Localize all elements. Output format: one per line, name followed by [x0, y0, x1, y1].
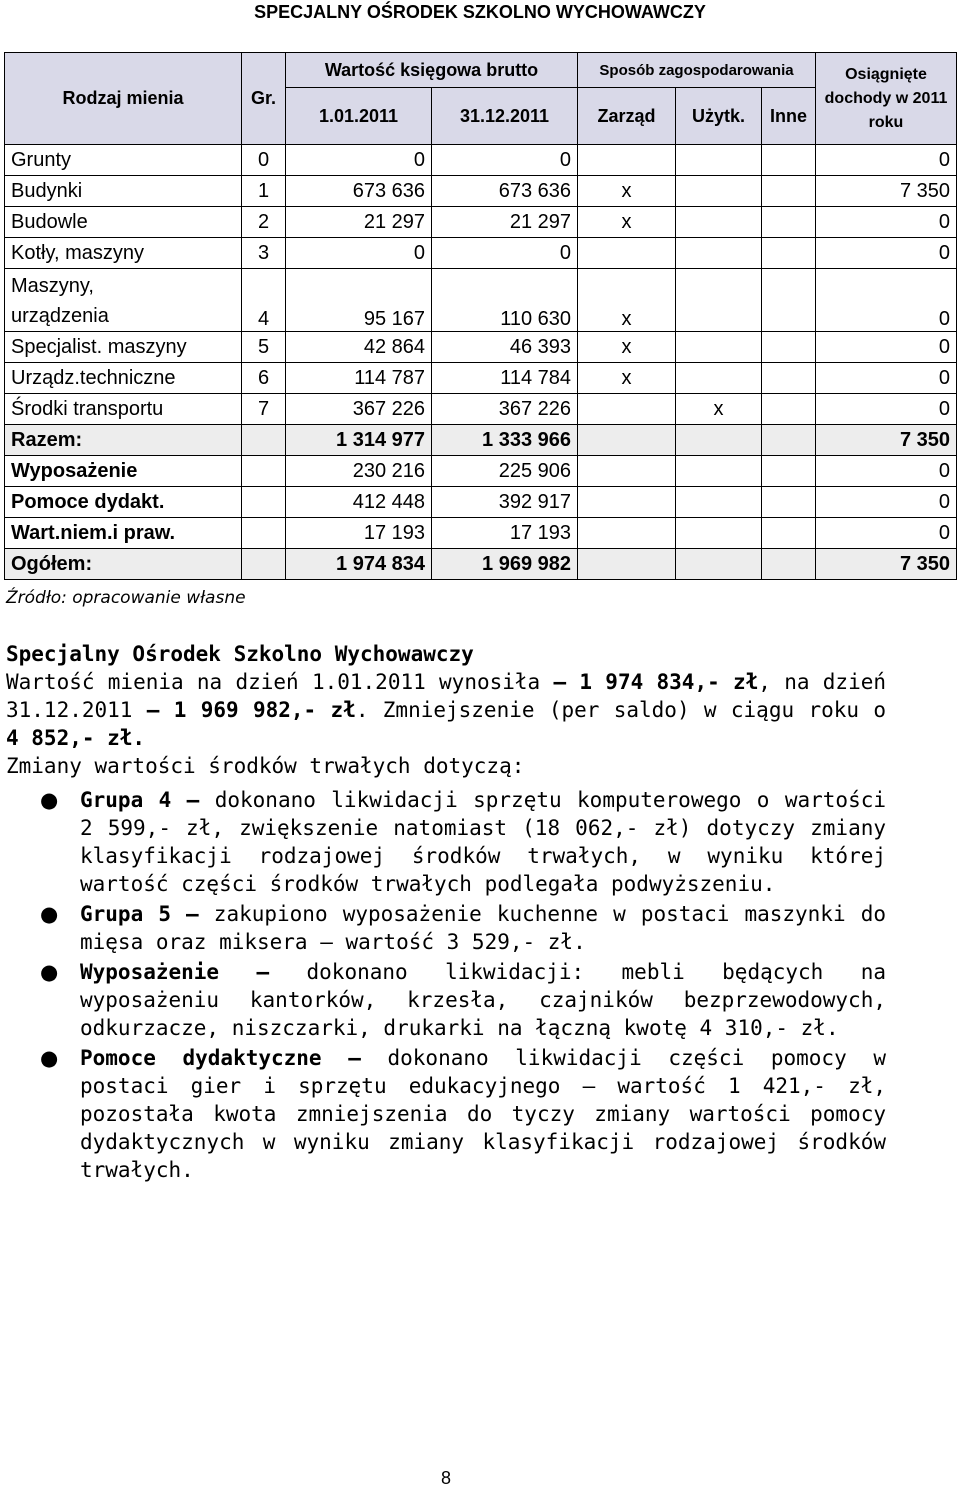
row-value-start: 1 974 834: [286, 549, 432, 580]
header-dochody: Osiągnięte dochody w 2011 roku: [816, 53, 957, 145]
row-value-start: 21 297: [286, 207, 432, 238]
row-value-end: 1 333 966: [432, 425, 578, 456]
row-name: Kotły, maszyny: [5, 238, 242, 269]
bullet-text: dokonano likwidacji: mebli będących na wyposażeniu kantorków, krzesła, czajników bezprzewodowych, odkurzacze, niszczarki, drukarki na łączną kwotę 4 310,- zł.: [80, 960, 886, 1040]
row-uzytk: [676, 269, 762, 332]
header-gr: Gr.: [242, 53, 286, 145]
row-name: [5, 269, 242, 332]
row-zarzad: [578, 456, 676, 487]
row-income: 0: [816, 269, 957, 332]
summary-part: , na dzień 31.12.2011: [6, 670, 886, 722]
row-name: Razem:: [5, 425, 242, 456]
row-value-end: 392 917: [432, 487, 578, 518]
table-row: [5, 145, 957, 176]
row-income: 0: [816, 487, 957, 518]
table-row: [5, 238, 957, 269]
row-income: 0: [816, 238, 957, 269]
row-value-start: 95 167: [286, 269, 432, 332]
bullet-text: zakupiono wyposażenie kuchenne w postaci maszynki do mięsa oraz miksera – wartość 3 529,- zł.: [80, 902, 886, 954]
row-income: 0: [816, 332, 957, 363]
row-uzytk: [676, 425, 762, 456]
row-uzytk: [676, 518, 762, 549]
row-group: [242, 518, 286, 549]
paragraph-changes: Zmiany wartości środków trwałych dotyczą:: [6, 754, 525, 778]
row-value-end: 367 226: [432, 394, 578, 425]
row-income: 0: [816, 363, 957, 394]
bullet-icon: ●: [40, 788, 59, 812]
row-zarzad: x: [578, 363, 676, 394]
row-name: Wyposażenie: [5, 456, 242, 487]
row-income: 0: [816, 207, 957, 238]
row-income: 0: [816, 394, 957, 425]
row-group: [242, 425, 286, 456]
row-group: 6: [242, 363, 286, 394]
bullet-icon: ●: [40, 960, 59, 984]
row-income: 0: [816, 456, 957, 487]
bullet-icon: ●: [40, 1046, 59, 1070]
row-value-end: 1 969 982: [432, 549, 578, 580]
row-zarzad: [578, 549, 676, 580]
list-item: [6, 900, 886, 956]
table-row: [5, 549, 957, 580]
row-uzytk: [676, 487, 762, 518]
row-group: 0: [242, 145, 286, 176]
row-income: 0: [816, 518, 957, 549]
row-value-start: 412 448: [286, 487, 432, 518]
header-wartosc: Wartość księgowa brutto: [286, 53, 578, 88]
row-name: Grunty: [5, 145, 242, 176]
row-name: Specjalist. maszyny: [5, 332, 242, 363]
row-income: 7 350: [816, 425, 957, 456]
row-uzytk: [676, 549, 762, 580]
row-name-line: Maszyny,: [11, 275, 94, 297]
table-row: [5, 518, 957, 549]
row-zarzad: x: [578, 332, 676, 363]
table-row: [5, 176, 957, 207]
row-zarzad: [578, 487, 676, 518]
row-uzytk: [676, 332, 762, 363]
bullet-label: Grupa 5 –: [80, 902, 199, 926]
row-zarzad: x: [578, 269, 676, 332]
row-value-end: 46 393: [432, 332, 578, 363]
row-group: 4: [242, 269, 286, 332]
source-note: Źródło: opracowanie własne: [6, 588, 246, 608]
asset-table: [4, 52, 957, 580]
table-row: [5, 269, 957, 332]
list-item: [6, 1044, 886, 1184]
row-value-end: 225 906: [432, 456, 578, 487]
bullet-label: Pomoce dydaktyczne –: [80, 1046, 361, 1070]
row-inne: [762, 456, 816, 487]
bullet-label: Wyposażenie –: [80, 960, 270, 984]
header-uzytk: Użytk.: [676, 88, 762, 145]
row-inne: [762, 176, 816, 207]
row-group: 5: [242, 332, 286, 363]
row-group: 7: [242, 394, 286, 425]
row-group: 1: [242, 176, 286, 207]
row-value-start: 0: [286, 238, 432, 269]
row-income: 7 350: [816, 176, 957, 207]
bullet-text: dokonano likwidacji sprzętu komputerowego o wartości 2 599,- zł, zwiększenie natomiast (18 062,- zł) dotyczy zmiany klasyfikacji rodzajowej środków trwałych, w wyniku której wartość części środków trwałych podlegała podwyższeniu.: [80, 788, 886, 896]
header-sposob: Sposób zagospodarowania: [578, 53, 816, 88]
row-income: 0: [816, 145, 957, 176]
table-row: [5, 363, 957, 394]
row-value-start: 42 864: [286, 332, 432, 363]
row-value-start: 673 636: [286, 176, 432, 207]
header-rodzaj: Rodzaj mienia: [5, 53, 242, 145]
row-zarzad: [578, 425, 676, 456]
row-group: [242, 487, 286, 518]
row-group: [242, 456, 286, 487]
table-row: [5, 425, 957, 456]
summary-decrease: 4 852,- zł.: [6, 726, 146, 750]
page-title: SPECJALNY OŚRODEK SZKOLNO WYCHOWAWCZY: [254, 2, 706, 22]
row-income: 7 350: [816, 549, 957, 580]
table-row: [5, 207, 957, 238]
row-inne: [762, 238, 816, 269]
row-zarzad: [578, 145, 676, 176]
table-row: [5, 332, 957, 363]
row-uzytk: [676, 456, 762, 487]
row-name: Budowle: [5, 207, 242, 238]
summary-value-end: – 1 969 982,- zł: [146, 698, 356, 722]
table-row: [5, 487, 957, 518]
row-value-end: 17 193: [432, 518, 578, 549]
row-group: [242, 549, 286, 580]
table-row: [5, 394, 957, 425]
summary-value-start: – 1 974 834,- zł: [553, 670, 759, 694]
row-value-start: 1 314 977: [286, 425, 432, 456]
row-inne: [762, 269, 816, 332]
row-zarzad: [578, 238, 676, 269]
bullet-label: Grupa 4 –: [80, 788, 200, 812]
page-number: 8: [440, 1468, 451, 1488]
row-inne: [762, 518, 816, 549]
row-value-start: 114 787: [286, 363, 432, 394]
header-inne: Inne: [762, 88, 816, 145]
row-name: Ogółem:: [5, 549, 242, 580]
row-group: 2: [242, 207, 286, 238]
row-inne: [762, 549, 816, 580]
summary-part: Wartość mienia na dzień 1.01.2011 wynosiła: [6, 670, 554, 694]
row-name: Urządz.techniczne: [5, 363, 242, 394]
header-zarzad: Zarząd: [578, 88, 676, 145]
row-value-start: 17 193: [286, 518, 432, 549]
row-value-start: 367 226: [286, 394, 432, 425]
row-zarzad: x: [578, 207, 676, 238]
row-inne: [762, 145, 816, 176]
header-date-1: 1.01.2011: [286, 88, 432, 145]
row-name: Budynki: [5, 176, 242, 207]
row-name: Wart.niem.i praw.: [5, 518, 242, 549]
row-uzytk: [676, 363, 762, 394]
bullet-text: dokonano likwidacji części pomocy w postaci gier i sprzętu edukacyjnego – wartość 1 421,- zł, pozostała kwota zmniejszenia do tyczy zmiany wartości pomocy dydaktycznych w wyniku zmiany klasyfikacji rodzajowej środków trwałych.: [80, 1046, 886, 1182]
changes-list: [6, 786, 886, 1184]
row-zarzad: [578, 394, 676, 425]
row-value-end: 114 784: [432, 363, 578, 394]
list-item: [6, 958, 886, 1042]
row-name: Środki transportu: [5, 394, 242, 425]
row-value-start: 0: [286, 145, 432, 176]
list-item: [6, 786, 886, 898]
row-uzytk: [676, 238, 762, 269]
row-value-start: 230 216: [286, 456, 432, 487]
row-value-end: 0: [432, 238, 578, 269]
row-inne: [762, 207, 816, 238]
row-inne: [762, 394, 816, 425]
row-uzytk: [676, 207, 762, 238]
body-text: [6, 640, 886, 1186]
section-heading: Specjalny Ośrodek Szkolno Wychowawczy: [6, 642, 474, 666]
row-name-line: urządzenia: [11, 305, 109, 327]
row-value-end: 673 636: [432, 176, 578, 207]
row-uzytk: [676, 145, 762, 176]
row-value-end: 110 630: [432, 269, 578, 332]
bullet-icon: ●: [40, 902, 59, 926]
row-zarzad: x: [578, 176, 676, 207]
paragraph-summary: [6, 668, 886, 752]
row-zarzad: [578, 518, 676, 549]
row-value-end: 21 297: [432, 207, 578, 238]
summary-part: . Zmniejszenie (per saldo) w ciągu roku o: [355, 698, 886, 722]
row-value-end: 0: [432, 145, 578, 176]
header-date-2: 31.12.2011: [432, 88, 578, 145]
row-inne: [762, 363, 816, 394]
row-group: 3: [242, 238, 286, 269]
row-uzytk: [676, 176, 762, 207]
row-inne: [762, 425, 816, 456]
row-inne: [762, 487, 816, 518]
table-row: [5, 456, 957, 487]
row-inne: [762, 332, 816, 363]
row-name: Pomoce dydakt.: [5, 487, 242, 518]
row-uzytk: x: [676, 394, 762, 425]
